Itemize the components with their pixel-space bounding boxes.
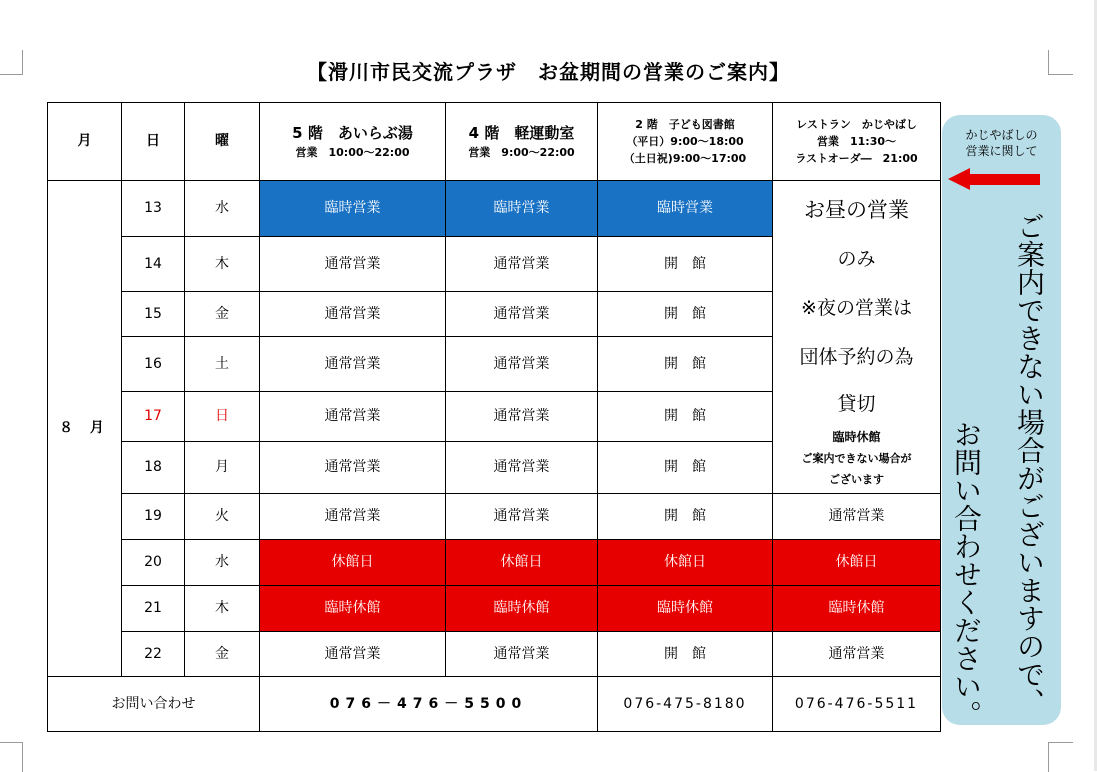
header-col-restaurant [773,103,941,181]
status-cell: 通常営業 [446,442,598,494]
callout-vertical-text: お問い合わせください。 [950,420,983,728]
weekday-cell: 月 [185,442,260,494]
header-airabuyu-name: 5 階 あいらぶ湯 [292,123,413,142]
restaurant-notice-line: 団体予約の為 [799,345,914,368]
table-row [48,586,941,632]
status-cell-temp-closed: 臨時休館 [598,586,773,632]
day-cell: 20 [122,540,185,586]
header-month: 月 [48,103,122,181]
weekday-cell: 木 [185,237,260,292]
weekday-cell: 土 [185,337,260,392]
day-cell-sunday: 17 [122,392,185,442]
restaurant-notice-line: 貸切 [837,392,876,415]
main-phone-number[interactable]: 076－476－5500 [260,677,598,732]
header-library-weekend-hours: （土日祝)9:00～17:00 [623,152,747,166]
status-cell-closed: 休館日 [446,540,598,586]
status-cell: 通常営業 [773,632,941,677]
status-cell-closed: 休館日 [260,540,446,586]
weekday-cell-sunday: 日 [185,392,260,442]
crop-mark-bottom-right [1048,742,1073,772]
status-cell-special-open: 臨時営業 [598,181,773,237]
crop-mark-bottom-left [0,742,23,772]
header-restaurant-name: レストラン かじやばし [796,117,917,131]
status-cell-temp-closed: 臨時休館 [773,586,941,632]
table-row [48,540,941,586]
callout-heading-line: かじやばしの [965,128,1038,142]
day-cell: 13 [122,181,185,237]
header-airabuyu-hours: 営業 10:00～22:00 [295,145,410,159]
day-cell: 21 [122,586,185,632]
restaurant-notice-line: のみ [837,247,876,270]
callout-heading-line: 営業に関して [965,144,1038,158]
header-exercise-hours: 営業 9:00～22:00 [468,145,575,159]
header-restaurant-last-order: ラストオーダ― 21:00 [795,152,918,166]
header-exercise-name: 4 階 軽運動室 [468,123,575,142]
table-row [48,181,941,237]
weekday-cell: 木 [185,586,260,632]
restaurant-notice-line: お昼の営業 [804,197,909,222]
status-cell-closed: 休館日 [773,540,941,586]
status-cell: 開 館 [598,494,773,540]
day-cell: 18 [122,442,185,494]
day-cell: 16 [122,337,185,392]
status-cell-temp-closed: 臨時休館 [260,586,446,632]
header-library-name: 2 階 子ども図書館 [635,117,735,131]
status-cell: 通常営業 [773,494,941,540]
table-row [48,494,941,540]
status-cell: 通常営業 [446,237,598,292]
table-row [48,632,941,677]
status-cell-closed: 休館日 [598,540,773,586]
status-cell: 通常営業 [260,292,446,337]
status-cell-temp-closed: 臨時休館 [446,586,598,632]
callout-vertical-text: ご案内できない場合がございますので、 [1013,212,1046,716]
schedule-table [47,102,941,732]
library-phone-number[interactable]: 076-475-8180 [598,677,773,732]
status-cell: 通常営業 [260,392,446,442]
status-cell: 通常営業 [260,494,446,540]
status-cell-special-open: 臨時営業 [260,181,446,237]
header-row [48,103,941,181]
footer-row [48,677,941,732]
status-cell-special-open: 臨時営業 [446,181,598,237]
status-cell: 開 館 [598,632,773,677]
restaurant-phone-number[interactable]: 076-476-5511 [773,677,941,732]
status-cell: 通常営業 [260,237,446,292]
header-weekday: 曜 [185,103,260,181]
contact-label: お問い合わせ [48,677,260,732]
status-cell: 通常営業 [446,632,598,677]
restaurant-notice-line: ご案内できない場合が [801,451,912,465]
weekday-cell: 水 [185,181,260,237]
status-cell: 開 館 [598,442,773,494]
header-col-airabuyu [260,103,446,181]
status-cell: 通常営業 [446,392,598,442]
status-cell: 通常営業 [260,337,446,392]
status-cell: 通常営業 [260,632,446,677]
day-cell: 22 [122,632,185,677]
restaurant-notice-line: ございます [829,472,884,486]
weekday-cell: 金 [185,292,260,337]
status-cell: 通常営業 [446,292,598,337]
header-col-light-exercise-room [446,103,598,181]
status-cell: 開 館 [598,292,773,337]
status-cell: 開 館 [598,337,773,392]
restaurant-notice-cell [773,181,941,494]
restaurant-notice-line: ※夜の営業は [801,296,912,319]
weekday-cell: 火 [185,494,260,540]
status-cell: 通常営業 [446,337,598,392]
header-day: 日 [122,103,185,181]
weekday-cell: 金 [185,632,260,677]
restaurant-notice-line: 臨時休館 [832,429,881,444]
day-cell: 15 [122,292,185,337]
month-cell: ８ 月 [48,181,122,677]
left-arrow-icon [968,174,1040,185]
day-cell: 19 [122,494,185,540]
day-cell: 14 [122,237,185,292]
callout-heading [942,127,1061,159]
status-cell: 開 館 [598,392,773,442]
weekday-cell: 水 [185,540,260,586]
header-col-kids-library [598,103,773,181]
status-cell: 通常営業 [446,494,598,540]
page-title: 【滑川市民交流プラザ お盆期間の営業のご案内】 [307,60,790,84]
header-restaurant-hours: 営業 11:30～ [816,134,896,148]
status-cell: 開 館 [598,237,773,292]
arrow-head-icon [948,168,970,190]
status-cell: 通常営業 [260,442,446,494]
header-library-weekday-hours: （平日）9:00～18:00 [626,134,744,148]
